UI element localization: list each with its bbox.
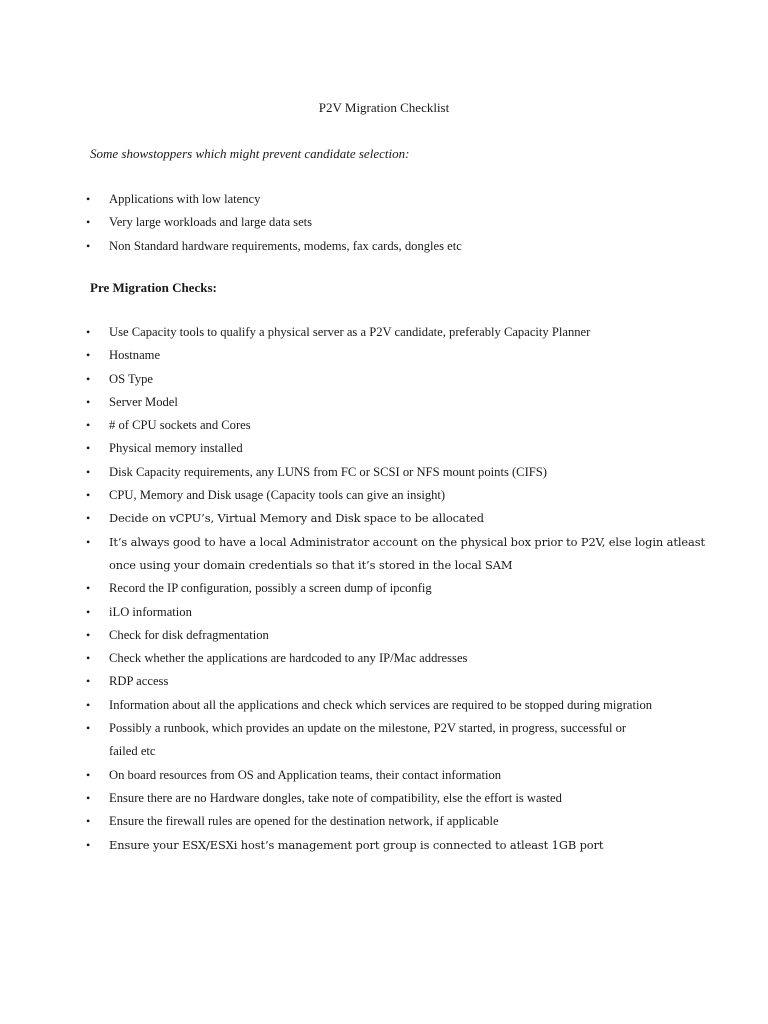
bullet-icon: • — [86, 604, 91, 619]
bullet-icon: • — [86, 441, 91, 456]
list-item — [0, 211, 462, 234]
list-item — [0, 321, 705, 344]
list-item-text: # of CPU sockets and Cores — [109, 418, 251, 433]
list-item — [0, 810, 705, 833]
list-item — [0, 461, 705, 484]
showstoppers-intro: Some showstoppers which might prevent candidate selection: — [90, 146, 410, 161]
list-item-text: Disk Capacity requirements, any LUNS from FC or SCSI or NFS mount points (CIFS) — [109, 464, 547, 479]
list-item — [0, 344, 705, 367]
bullet-icon: • — [86, 651, 91, 666]
bullet-icon: • — [86, 325, 91, 339]
bullet-icon: • — [86, 534, 91, 549]
bullet-icon: • — [86, 348, 91, 363]
list-item — [0, 188, 462, 211]
section-heading: Pre Migration Checks: — [90, 280, 217, 295]
list-item-text: Information about all the applications and check which services are required to be stopped during migration — [109, 697, 653, 712]
showstoppers-list — [0, 188, 462, 258]
list-item-text: Very large workloads and large data sets — [109, 215, 313, 230]
list-item — [0, 507, 705, 530]
list-item-text: Check for disk defragmentation — [109, 627, 269, 642]
list-item-text: Ensure your ESX/ESXi host’s management port group is connected to atleast 1GB port — [109, 837, 604, 852]
list-item-text: Hostname — [109, 348, 161, 363]
list-item-text: Use Capacity tools to qualify a physical server as a P2V candidate, preferably Capacity Planner — [109, 325, 591, 339]
list-item-text: Non Standard hardware requirements, modems, fax cards, dongles etc — [109, 238, 462, 253]
bullet-icon: • — [86, 790, 91, 805]
list-item-text: Server Model — [109, 394, 178, 409]
list-item — [0, 764, 705, 787]
bullet-icon: • — [86, 511, 91, 526]
list-item-text: iLO information — [109, 604, 192, 619]
list-item-continuation: once using your domain credentials so that it’s stored in the local SAM — [109, 557, 513, 572]
bullet-icon: • — [86, 394, 91, 409]
bullet-icon: • — [86, 674, 91, 689]
list-item — [0, 670, 705, 693]
list-item — [0, 834, 705, 857]
bullet-icon: • — [86, 488, 91, 503]
list-item-text: On board resources from OS and Application teams, their contact information — [109, 767, 502, 782]
bullet-icon: • — [86, 371, 91, 386]
list-item-text: Applications with low latency — [109, 192, 261, 206]
list-item — [0, 787, 705, 810]
list-item — [0, 531, 705, 578]
list-item — [0, 235, 462, 258]
list-item — [0, 484, 705, 507]
bullet-icon: • — [86, 215, 91, 230]
pre-migration-checks-list — [0, 321, 705, 857]
bullet-icon: • — [86, 192, 91, 206]
list-item-text: Physical memory installed — [109, 441, 243, 456]
bullet-icon: • — [86, 837, 91, 852]
list-item-text: Record the IP configuration, possibly a screen dump of ipconfig — [109, 581, 432, 596]
bullet-icon: • — [86, 581, 91, 596]
bullet-icon: • — [86, 721, 91, 736]
list-item-text: Ensure there are no Hardware dongles, take note of compatibility, else the effort is wasted — [109, 790, 562, 805]
list-item — [0, 601, 705, 624]
list-item-text: Decide on vCPU’s, Virtual Memory and Disk space to be allocated — [109, 511, 484, 526]
list-item — [0, 414, 705, 437]
bullet-icon: • — [86, 238, 91, 253]
list-item-text: Possibly a runbook, which provides an update on the milestone, P2V started, in progress, successful or — [109, 721, 627, 736]
list-item — [0, 437, 705, 460]
bullet-icon: • — [86, 418, 91, 433]
list-item-text: Ensure the firewall rules are opened for the destination network, if applicable — [109, 814, 499, 829]
list-item-continuation: failed etc — [109, 744, 156, 759]
list-item-text: Check whether the applications are hardcoded to any IP/Mac addresses — [109, 651, 468, 666]
bullet-icon: • — [86, 697, 91, 712]
list-item-text: OS Type — [109, 371, 154, 386]
bullet-icon: • — [86, 767, 91, 782]
list-item — [0, 647, 705, 670]
bullet-icon: • — [86, 814, 91, 829]
list-item — [0, 368, 705, 391]
list-item — [0, 391, 705, 414]
list-item-text: It’s always good to have a local Administrator account on the physical box prior to P2V, else login atleast — [109, 534, 705, 549]
list-item-text: RDP access — [109, 674, 169, 689]
list-item — [0, 717, 705, 764]
list-item — [0, 624, 705, 647]
bullet-icon: • — [86, 464, 91, 479]
bullet-icon: • — [86, 627, 91, 642]
list-item — [0, 694, 705, 717]
list-item-text: CPU, Memory and Disk usage (Capacity tools can give an insight) — [109, 488, 446, 503]
document-title: P2V Migration Checklist — [318, 100, 450, 115]
list-item — [0, 577, 705, 600]
